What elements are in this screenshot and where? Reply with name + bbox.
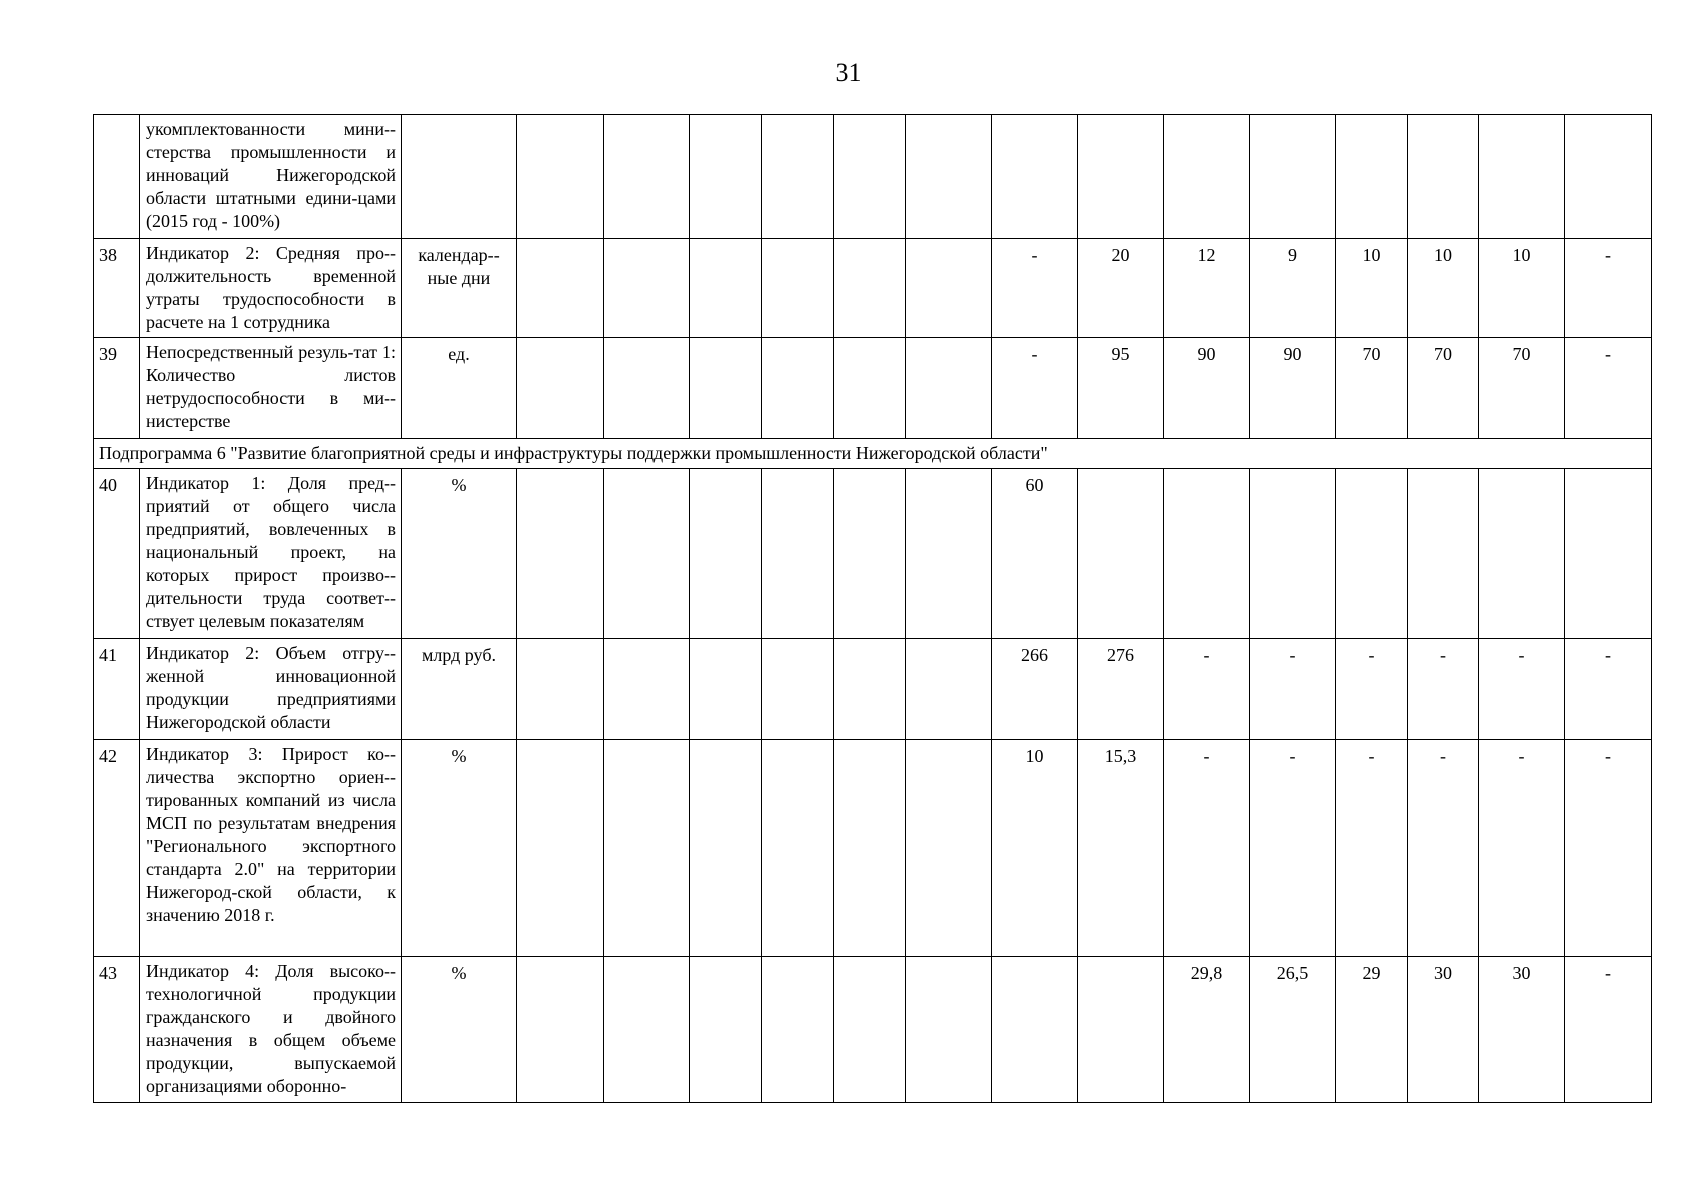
value-cell bbox=[992, 957, 1078, 1103]
value-cell: 30 bbox=[1479, 957, 1565, 1103]
value-cell bbox=[906, 469, 992, 639]
indicators-table bbox=[93, 114, 1652, 1103]
value-cell: 60 bbox=[992, 469, 1078, 639]
value-cell: - bbox=[1250, 740, 1336, 957]
unit-cell: % bbox=[402, 957, 517, 1103]
value-cell bbox=[1336, 115, 1408, 239]
row-number: 42 bbox=[94, 740, 140, 957]
value-cell bbox=[1078, 469, 1164, 639]
value-cell: - bbox=[1336, 639, 1408, 740]
table-row bbox=[94, 239, 1652, 338]
value-cell bbox=[762, 239, 834, 338]
value-cell: - bbox=[1408, 740, 1479, 957]
unit-cell: календар-ные дни bbox=[402, 239, 517, 338]
indicator-name: Индикатор 2: Объем отгру-женной инновационной продукции предприятиями Нижегородской области bbox=[140, 639, 402, 740]
value-cell bbox=[1164, 115, 1250, 239]
value-cell bbox=[834, 957, 906, 1103]
indicator-name: Индикатор 1: Доля пред-приятий от общего числа предприятий, вовлеченных в национальный проект, на которых прирост произво-дительности труда соответ-ствует целевым показателям bbox=[140, 469, 402, 639]
value-cell bbox=[1078, 957, 1164, 1103]
value-cell bbox=[762, 115, 834, 239]
value-cell: 90 bbox=[1250, 338, 1336, 439]
value-cell bbox=[906, 239, 992, 338]
value-cell bbox=[517, 338, 604, 439]
value-cell: 90 bbox=[1164, 338, 1250, 439]
value-cell: 10 bbox=[992, 740, 1078, 957]
value-cell bbox=[834, 338, 906, 439]
value-cell bbox=[1250, 469, 1336, 639]
value-cell: - bbox=[1565, 740, 1652, 957]
value-cell bbox=[517, 469, 604, 639]
value-cell: 10 bbox=[1479, 239, 1565, 338]
value-cell bbox=[906, 338, 992, 439]
value-cell: - bbox=[1565, 957, 1652, 1103]
table-row bbox=[94, 639, 1652, 740]
value-cell: 266 bbox=[992, 639, 1078, 740]
indicator-name: Индикатор 4: Доля высоко-технологичной продукции гражданского и двойного назначения в общем объеме продукции, выпускаемой организациями оборонно- bbox=[140, 957, 402, 1103]
row-number: 43 bbox=[94, 957, 140, 1103]
value-cell bbox=[1078, 115, 1164, 239]
table-row bbox=[94, 338, 1652, 439]
value-cell bbox=[604, 957, 690, 1103]
value-cell bbox=[834, 639, 906, 740]
value-cell: 29,8 bbox=[1164, 957, 1250, 1103]
value-cell bbox=[517, 957, 604, 1103]
value-cell: 10 bbox=[1336, 239, 1408, 338]
row-number: 39 bbox=[94, 338, 140, 439]
value-cell bbox=[834, 740, 906, 957]
value-cell bbox=[834, 469, 906, 639]
value-cell bbox=[690, 740, 762, 957]
indicator-name: Индикатор 2: Средняя про-должительность временной утраты трудоспособности в расчете на 1 сотрудника bbox=[140, 239, 402, 338]
value-cell bbox=[517, 115, 604, 239]
value-cell bbox=[1408, 115, 1479, 239]
unit-cell: % bbox=[402, 740, 517, 957]
value-cell: 10 bbox=[1408, 239, 1479, 338]
value-cell: - bbox=[1479, 639, 1565, 740]
value-cell: 70 bbox=[1408, 338, 1479, 439]
unit-cell: % bbox=[402, 469, 517, 639]
value-cell: 15,3 bbox=[1078, 740, 1164, 957]
value-cell bbox=[1479, 469, 1565, 639]
value-cell: 29 bbox=[1336, 957, 1408, 1103]
indicator-name: Непосредственный резуль-тат 1: Количество листов нетрудоспособности в ми-нистерстве bbox=[140, 338, 402, 439]
value-cell: 70 bbox=[1479, 338, 1565, 439]
value-cell bbox=[992, 115, 1078, 239]
value-cell bbox=[604, 740, 690, 957]
value-cell bbox=[1479, 115, 1565, 239]
value-cell bbox=[906, 740, 992, 957]
value-cell bbox=[834, 239, 906, 338]
table-row bbox=[94, 957, 1652, 1103]
value-cell bbox=[690, 639, 762, 740]
value-cell bbox=[1565, 115, 1652, 239]
value-cell: 20 bbox=[1078, 239, 1164, 338]
indicator-name: Индикатор 3: Прирост ко-личества экспортно ориен-тированных компаний из числа МСП по результатам внедрения "Регионального экспортного стандарта 2.0" на территории Нижегород-ской области, к значению 2018 г. bbox=[140, 740, 402, 957]
value-cell bbox=[762, 740, 834, 957]
value-cell bbox=[690, 957, 762, 1103]
page-number: 31 bbox=[835, 58, 862, 87]
value-cell: 12 bbox=[1164, 239, 1250, 338]
value-cell bbox=[906, 639, 992, 740]
value-cell bbox=[604, 239, 690, 338]
value-cell bbox=[1408, 469, 1479, 639]
value-cell: - bbox=[1565, 639, 1652, 740]
value-cell: 95 bbox=[1078, 338, 1164, 439]
value-cell: - bbox=[1250, 639, 1336, 740]
value-cell bbox=[906, 957, 992, 1103]
unit-cell: млрд руб. bbox=[402, 639, 517, 740]
value-cell bbox=[604, 469, 690, 639]
value-cell bbox=[517, 639, 604, 740]
value-cell: 9 bbox=[1250, 239, 1336, 338]
indicator-name: укомплектованности мини-стерства промышленности и инноваций Нижегородской области штатными едини-цами (2015 год - 100%) bbox=[140, 115, 402, 239]
value-cell: 276 bbox=[1078, 639, 1164, 740]
value-cell bbox=[1336, 469, 1408, 639]
table-row bbox=[94, 469, 1652, 639]
value-cell: - bbox=[1479, 740, 1565, 957]
value-cell bbox=[517, 740, 604, 957]
value-cell: - bbox=[992, 239, 1078, 338]
value-cell bbox=[834, 115, 906, 239]
value-cell: - bbox=[992, 338, 1078, 439]
subprogram-heading: Подпрограмма 6 "Развитие благоприятной среды и инфраструктуры поддержки промышленности Нижегородской области" bbox=[94, 439, 1652, 469]
value-cell bbox=[690, 338, 762, 439]
value-cell bbox=[1250, 115, 1336, 239]
value-cell bbox=[762, 957, 834, 1103]
table-row bbox=[94, 115, 1652, 239]
value-cell: - bbox=[1336, 740, 1408, 957]
value-cell: 30 bbox=[1408, 957, 1479, 1103]
unit-cell: ед. bbox=[402, 338, 517, 439]
value-cell bbox=[604, 115, 690, 239]
value-cell bbox=[906, 115, 992, 239]
value-cell: 70 bbox=[1336, 338, 1408, 439]
value-cell bbox=[604, 639, 690, 740]
value-cell bbox=[1164, 469, 1250, 639]
value-cell bbox=[517, 239, 604, 338]
value-cell: - bbox=[1565, 239, 1652, 338]
value-cell: - bbox=[1565, 338, 1652, 439]
table-row bbox=[94, 740, 1652, 957]
value-cell: - bbox=[1164, 639, 1250, 740]
value-cell: - bbox=[1408, 639, 1479, 740]
value-cell bbox=[690, 469, 762, 639]
row-number: 38 bbox=[94, 239, 140, 338]
value-cell bbox=[690, 239, 762, 338]
value-cell bbox=[762, 469, 834, 639]
value-cell: 26,5 bbox=[1250, 957, 1336, 1103]
value-cell bbox=[762, 338, 834, 439]
row-number bbox=[94, 115, 140, 239]
value-cell bbox=[762, 639, 834, 740]
value-cell bbox=[604, 338, 690, 439]
value-cell bbox=[1565, 469, 1652, 639]
row-number: 41 bbox=[94, 639, 140, 740]
value-cell: - bbox=[1164, 740, 1250, 957]
value-cell bbox=[690, 115, 762, 239]
row-number: 40 bbox=[94, 469, 140, 639]
unit-cell bbox=[402, 115, 517, 239]
section-row bbox=[94, 439, 1652, 469]
